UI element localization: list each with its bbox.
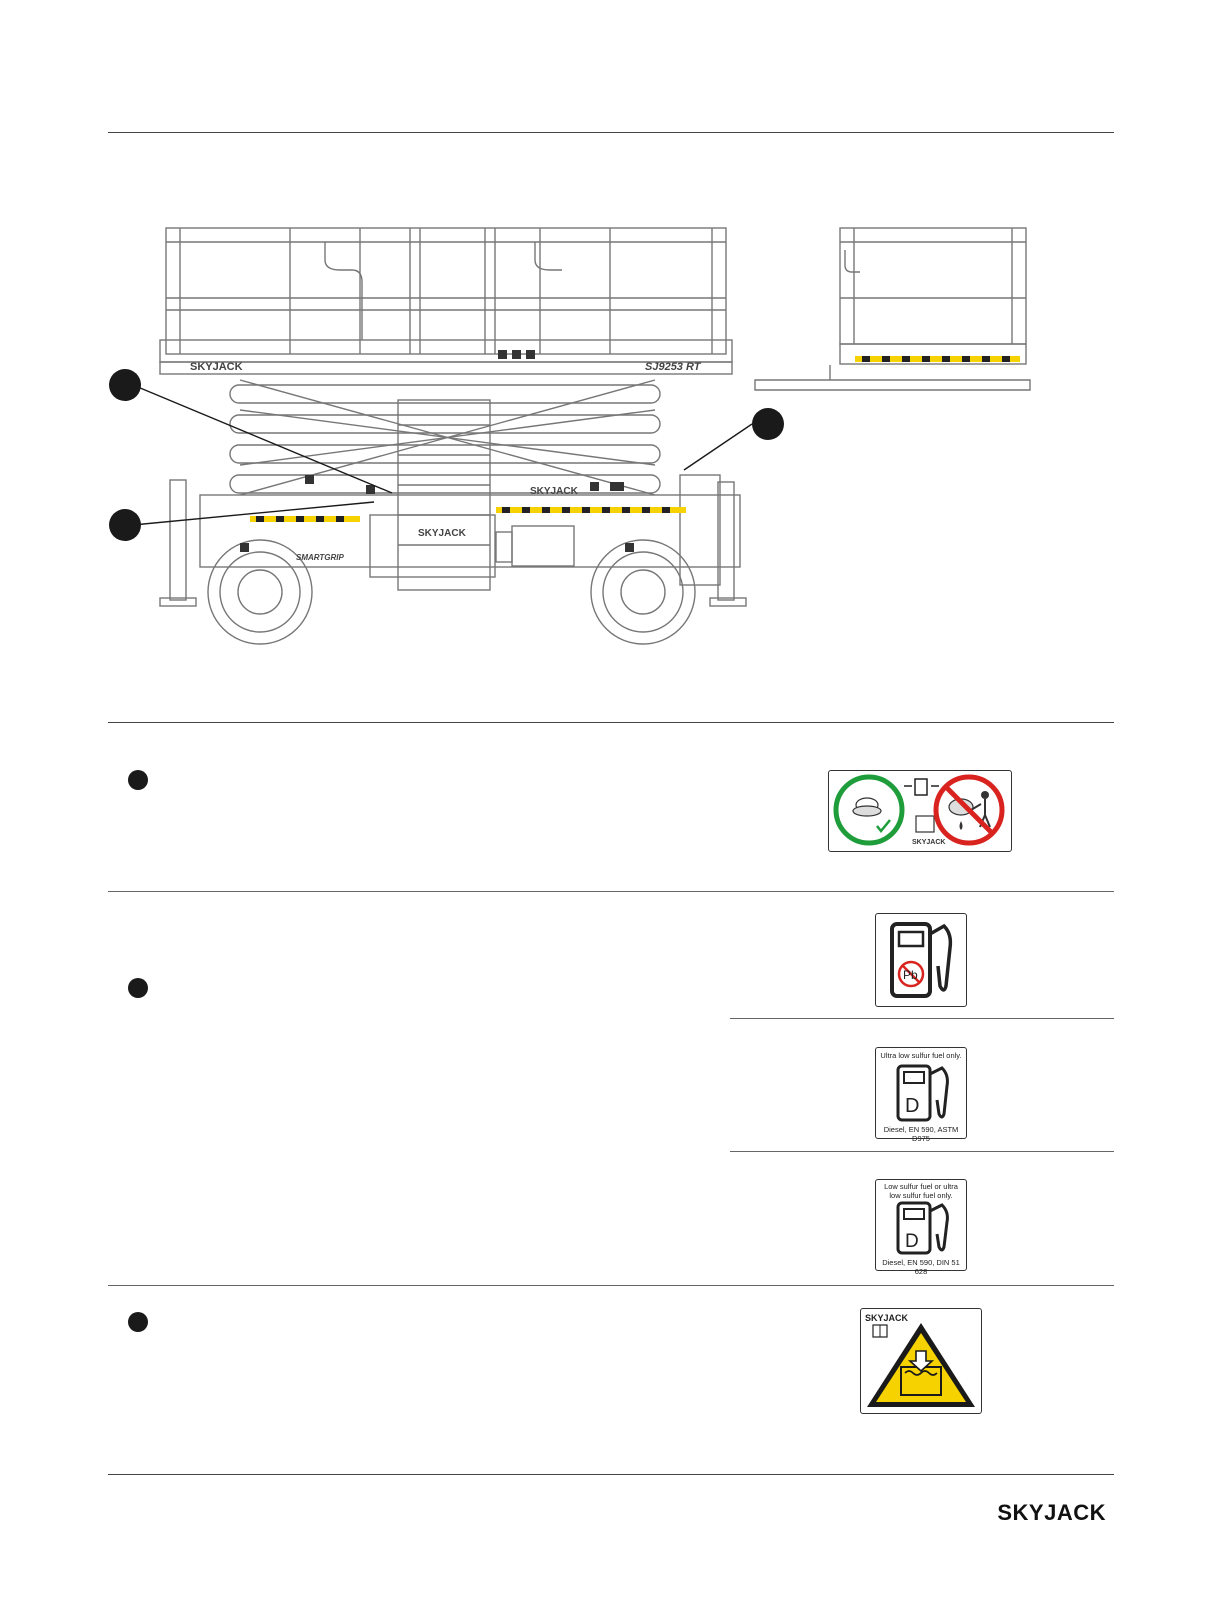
callout-marker-1 (109, 369, 141, 401)
ultra-low-sulfur-fuel-decal (875, 1047, 967, 1143)
callout-marker-3 (752, 408, 784, 440)
row-divider-2-short (730, 1018, 1114, 1019)
footer-logo: SKYJACK (997, 1500, 1106, 1525)
section-rule-upper (108, 722, 1114, 723)
svg-text:SKYJACK: SKYJACK (865, 1313, 909, 1323)
row-bullet-3 (128, 1312, 148, 1332)
svg-text:Pb: Pb (903, 968, 918, 982)
machine-model-label: SJ9253 RT (645, 361, 701, 373)
svg-text:SKYJACK: SKYJACK (912, 839, 946, 846)
ultra-low-sulfur-top-text: Ultra low sulfur fuel only. (880, 1051, 962, 1060)
machine-tagline: SMARTGRIP (296, 553, 344, 562)
row-divider-3-short (730, 1151, 1114, 1152)
fuel-cap-decal (828, 770, 1012, 852)
row-divider-4 (108, 1285, 1114, 1286)
lead-free-fuel-graphic (876, 914, 965, 1005)
lead-free-fuel-decal (875, 913, 967, 1007)
machine-brand-chassis: SKYJACK (530, 486, 578, 497)
fuel-cap-decal-graphic (829, 771, 1010, 850)
row-bullet-1 (128, 770, 148, 790)
battery-warning-graphic (861, 1309, 980, 1412)
machine-brand-base: SKYJACK (418, 528, 466, 539)
ultra-low-sulfur-pump-graphic (876, 1062, 965, 1124)
low-sulfur-fuel-decal (875, 1179, 967, 1276)
ultra-low-sulfur-bottom-text: Diesel, EN 590, ASTM D975 (883, 1125, 959, 1143)
battery-warning-decal (860, 1308, 982, 1414)
svg-text:D: D (905, 1231, 919, 1252)
bottom-rule (108, 1474, 1114, 1475)
callout-marker-2 (109, 509, 141, 541)
row-divider-1 (108, 891, 1114, 892)
scissor-lift-illustration (100, 210, 1060, 660)
low-sulfur-top-text: Low sulfur fuel or ultra low sulfur fuel only. (884, 1182, 958, 1200)
low-sulfur-pump-graphic (876, 1201, 965, 1257)
top-rule (108, 132, 1114, 133)
machine-brand-platform: SKYJACK (190, 361, 243, 373)
row-bullet-2 (128, 978, 148, 998)
low-sulfur-bottom-text: Diesel, EN 590, DIN 51 628 (882, 1258, 960, 1276)
svg-text:D: D (905, 1095, 920, 1117)
